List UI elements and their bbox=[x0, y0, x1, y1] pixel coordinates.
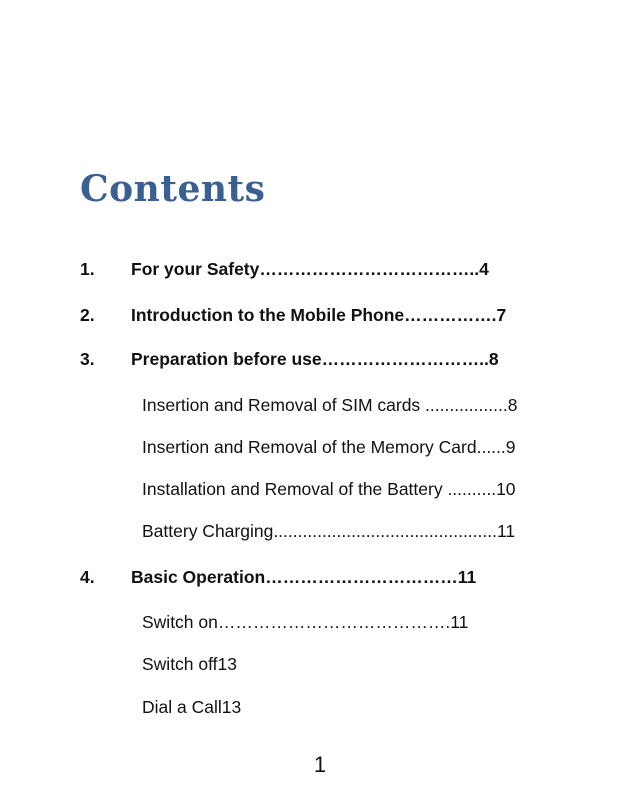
toc-entry-text: Basic Operation……………………………11 bbox=[131, 567, 477, 587]
page-number: 1 bbox=[313, 752, 327, 777]
page-title: Contents bbox=[80, 168, 266, 210]
toc-subentry-text: Switch on………………………………….11 bbox=[142, 612, 469, 632]
toc-subentry-text: Switch off13 bbox=[142, 654, 238, 674]
toc-subentry-text: Dial a Call13 bbox=[142, 697, 242, 717]
toc-subentry-memory-card[interactable] bbox=[142, 435, 516, 459]
toc-subentry-sim-cards[interactable] bbox=[142, 393, 517, 417]
toc-subentry-switch-off[interactable] bbox=[142, 652, 237, 676]
toc-entry-preparation[interactable] bbox=[80, 347, 499, 371]
toc-entry-introduction[interactable] bbox=[80, 303, 506, 327]
toc-subentry-text: Insertion and Removal of the Memory Card......9 bbox=[142, 437, 516, 457]
toc-entry-text: Introduction to the Mobile Phone…………….7 bbox=[131, 305, 507, 325]
toc-entry-number: 4. bbox=[80, 567, 95, 587]
toc-subentry-dial-a-call[interactable] bbox=[142, 695, 241, 719]
toc-subentry-switch-on[interactable] bbox=[142, 610, 468, 634]
toc-entry-number: 3. bbox=[80, 349, 95, 369]
toc-entry-number: 2. bbox=[80, 305, 95, 325]
toc-subentry-text: Insertion and Removal of SIM cards .................8 bbox=[142, 395, 518, 415]
toc-subentry-text: Installation and Removal of the Battery ..........10 bbox=[142, 479, 516, 499]
toc-entry-basic-operation[interactable] bbox=[80, 565, 476, 589]
toc-subentry-text: Battery Charging..............................................11 bbox=[142, 521, 516, 541]
toc-entry-number: 1. bbox=[80, 259, 95, 279]
toc-entry-text: For your Safety………………………………..4 bbox=[131, 259, 489, 279]
toc-entry-text: Preparation before use………………………..8 bbox=[131, 349, 499, 369]
toc-entry-for-your-safety[interactable] bbox=[80, 257, 489, 281]
toc-subentry-battery-charging[interactable] bbox=[142, 519, 515, 543]
toc-subentry-battery-installation[interactable] bbox=[142, 477, 516, 501]
